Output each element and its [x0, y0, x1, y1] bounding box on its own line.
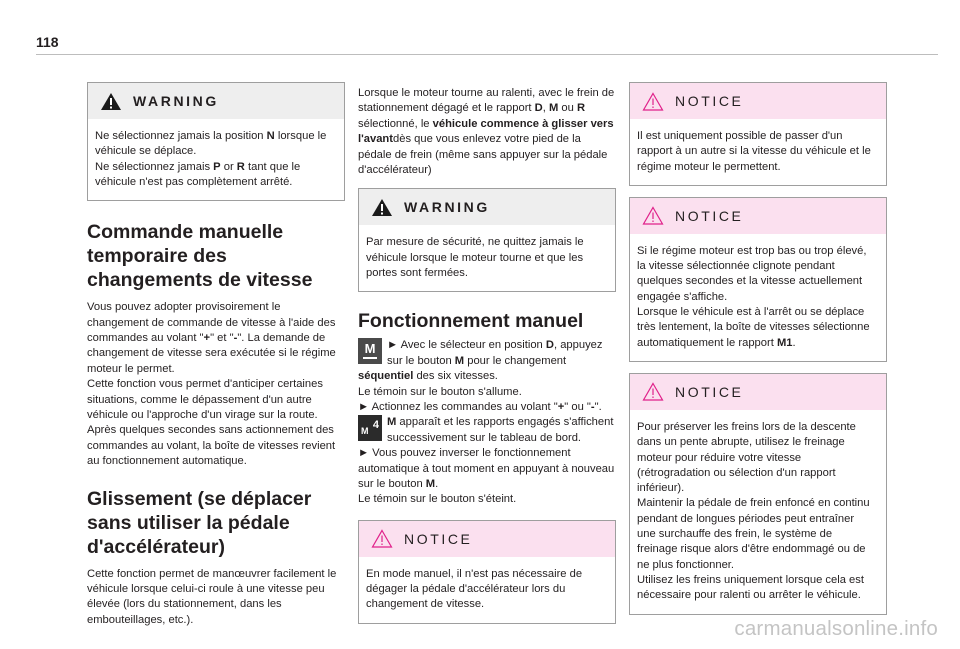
notice-icon — [642, 382, 664, 401]
notice-title: NOTICE — [675, 207, 744, 224]
column-right — [629, 82, 887, 615]
notice-icon — [642, 92, 664, 111]
watermark: carmanualsonline.info — [734, 617, 938, 640]
notice-box — [629, 373, 887, 615]
notice-box — [629, 197, 887, 362]
column-left — [87, 82, 345, 628]
page-number: 118 — [36, 34, 59, 50]
notice-body: En mode manuel, il n'est pas nécessaire de dégager la pédale d'accélérateur lors du changement de vitesse. — [366, 567, 583, 611]
manual-mode-text: M ► Avec le sélecteur en position D, appuyez sur le bouton M pour le changement séquentiel des six vitesses. Le témoin sur le bouton s'allume. ► Actionnez les commandes au volant "+" ou "-". 4 M M apparaît et les rapports engagés s'affichent successivement sur le tableau de bord. ► Vous pouvez inverser le fonctionnement automatique à tout moment en appuyant à nouveau sur le bouton M. Le témoin sur le bouton s'éteint. — [358, 339, 615, 506]
creep-paragraph: Lorsque le moteur tourne au ralenti, avec le frein de stationnement dégagé et le rapport D, M ou R sélectionné, le véhicule commence à glisser vers l'avantdès que vous enlevez votre pied de la pédale de frein (même sans appuyer sur la pédale d'accélérateur) — [358, 87, 615, 177]
notice-title: NOTICE — [404, 530, 473, 547]
notice-body: Si le régime moteur est trop bas ou trop élevé, la vitesse sélectionnée clignote pendant quelques secondes et la vitesse actuellement engagée s'affiche. Lorsque le véhicule est à l'arrêt ou se déplace très lentement, la boîte de vitesses sélectionne automatiquement le rapport M1. — [637, 244, 870, 349]
notice-header — [359, 521, 615, 557]
warning-box — [358, 188, 616, 292]
section-text: Cette fonction permet de manœuvrer facilement le véhicule lorsque celui-ci roule à une vitesse peu élevée (lors du stationnement, dans les embouteillages, etc.). — [87, 567, 337, 626]
notice-header — [630, 198, 886, 234]
notice-header — [630, 374, 886, 410]
section-heading: Commande manuelle temporaire des changements de vitesse — [87, 221, 313, 292]
warning-body: Ne sélectionnez jamais la position N lorsque le véhicule se déplace. Ne sélectionnez jamais P or R tant que le véhicule n'est pas complètement arrêté. — [95, 130, 327, 188]
notice-box — [629, 82, 887, 186]
m-button-icon: M — [358, 338, 382, 364]
warning-header — [88, 83, 344, 119]
gear-indicator-icon: 4 M — [358, 415, 382, 441]
section-heading: Glissement (se déplacer sans utiliser la pédale d'accélérateur) — [87, 487, 312, 558]
notice-box — [358, 520, 616, 624]
warning-title: WARNING — [133, 93, 219, 109]
notice-title: NOTICE — [675, 93, 744, 109]
header-rule — [36, 54, 938, 55]
notice-title: NOTICE — [675, 383, 744, 400]
warning-title: WARNING — [404, 199, 490, 216]
notice-body: Il est uniquement possible de passer d'un rapport à un autre si la vitesse du véhicule et le régime moteur le permettent. — [637, 130, 871, 173]
warning-header — [359, 189, 615, 225]
section-heading: Fonctionnement manuel — [358, 310, 584, 333]
warning-icon — [100, 92, 122, 111]
column-middle — [358, 86, 616, 624]
notice-header — [630, 83, 886, 119]
notice-icon — [371, 529, 393, 548]
warning-box — [87, 82, 345, 201]
warning-body: Par mesure de sécurité, ne quittez jamais le véhicule lorsque le moteur tourne et que les portes sont fermées. — [366, 236, 584, 280]
section-text: Vous pouvez adopter provisoirement le changement de commande de vitesse à l'aide des commandes au volant "+" et "-". La demande de changement de vitesse sera exécutée si le régime moteur le permet. Cette fonction vous permet d'anticiper certaines situations, comme le dépassement d'un autre véhicule ou l'approche d'un virage sur la route. Après quelques secondes sans actionnement des commandes au volant, la boîte de vitesses revient au fonctionnement automatique. — [87, 301, 336, 468]
notice-icon — [642, 206, 664, 225]
notice-body: Pour préserver les freins lors de la descente dans un pente abrupte, utilisez le freinage moteur pour réduire votre vitesse (rétrogradation ou sélection d'un rapport inférieur). Maintenir la pédale de frein enfoncé en continu pendant de longues périodes peut entraîner une surchauffe des frein, le système de freinage risque alors d'être endommagé ou de ne plus fonctionner. Utilisez les freins uniquement lorsque cela est nécessaire pour ralenti ou arrêter le véhicule. — [637, 420, 870, 602]
warning-icon — [371, 198, 393, 217]
